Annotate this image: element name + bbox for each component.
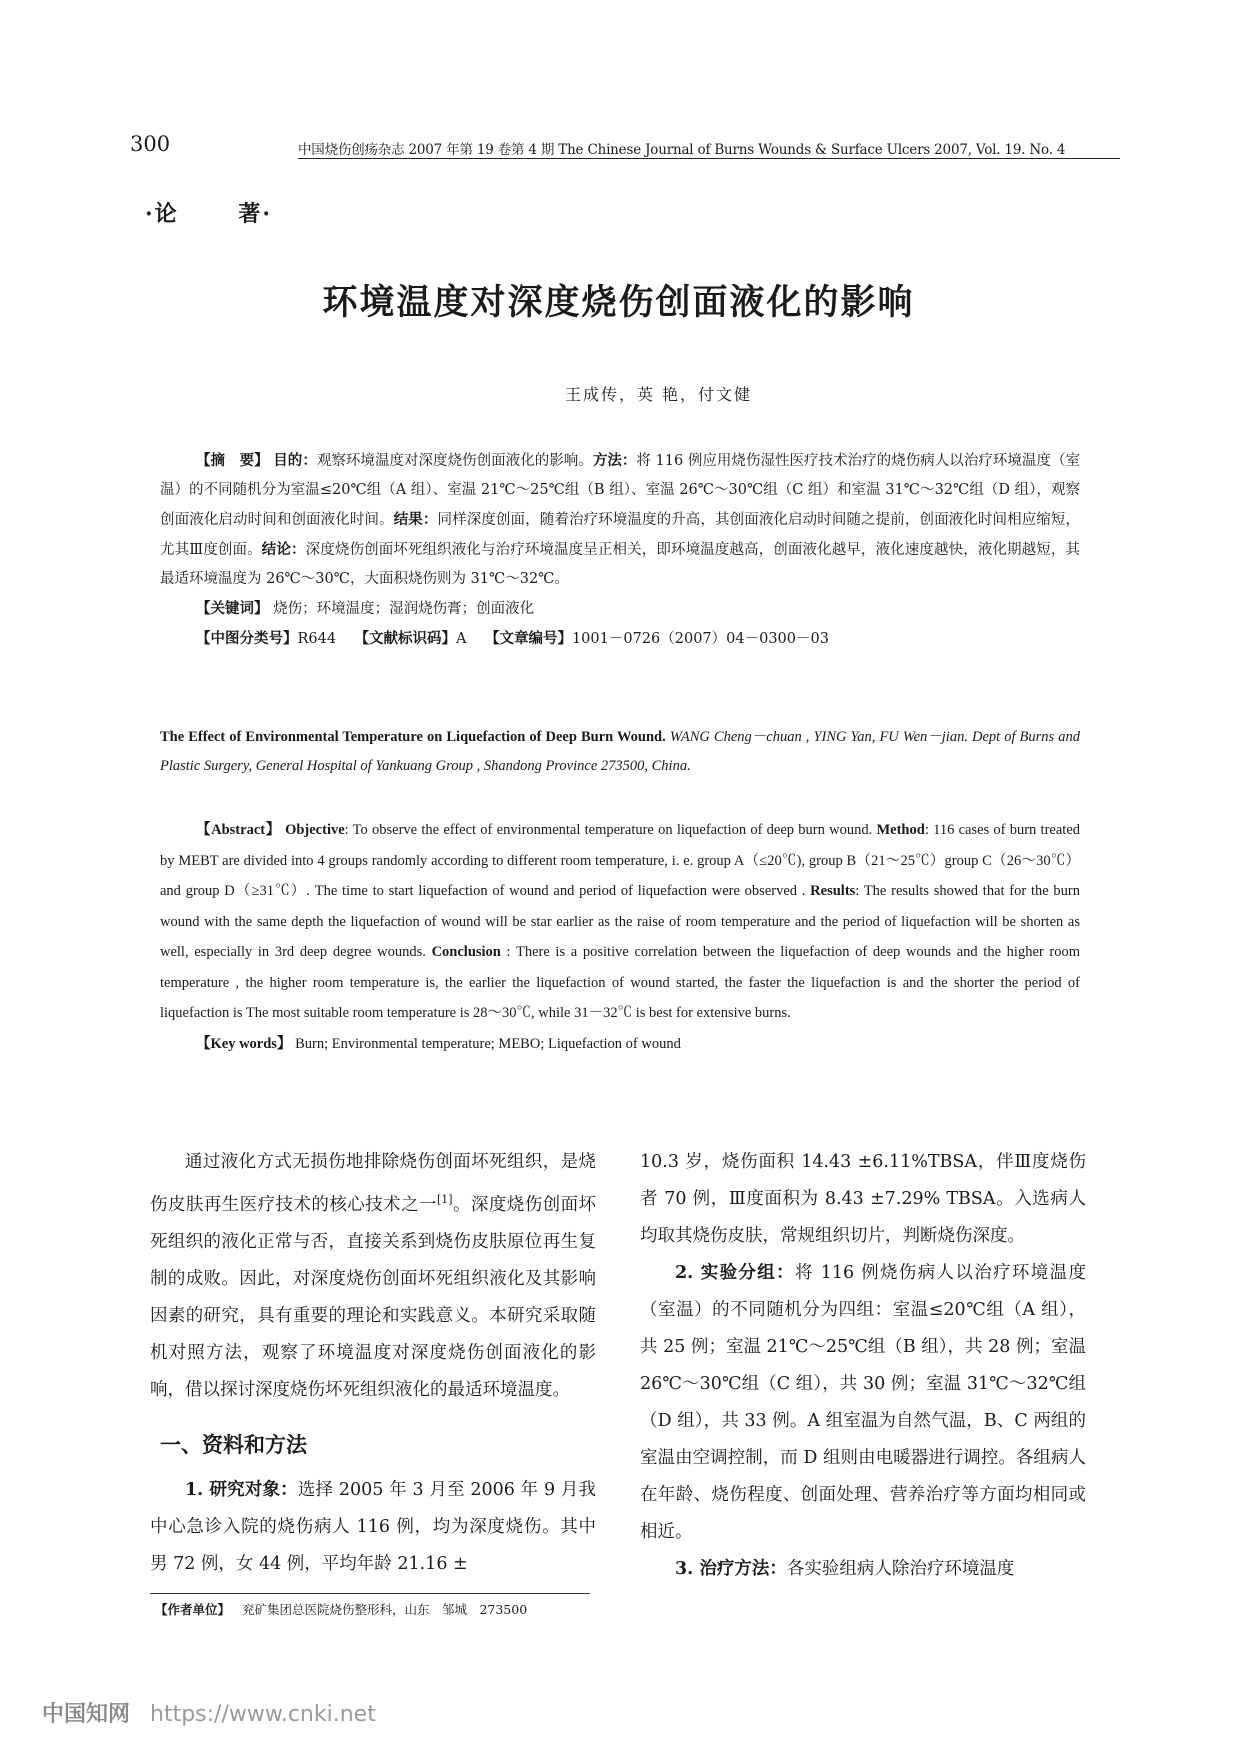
article-id-label: 【文章编号】 bbox=[484, 630, 572, 647]
running-header: 中国烧伤创疡杂志 2007 年第 19 卷第 4 期 The Chinese Journal of Burns Wounds & Surface Ulcers 2007, Vol. 19. No. 4 bbox=[298, 142, 1066, 158]
subjects-paragraph bbox=[150, 1472, 596, 1583]
conclusion-label: 结论： bbox=[261, 541, 306, 558]
doc-code-value: A bbox=[456, 631, 467, 647]
treatment-paragraph bbox=[640, 1551, 1086, 1588]
section-heading-materials-methods: 一、资料和方法 bbox=[160, 1432, 307, 1457]
english-title: The Effect of Environmental Temperature on Liquefaction of Deep Burn Wound. bbox=[160, 729, 666, 745]
treatment-label: 3. 治疗方法： bbox=[675, 1559, 787, 1579]
method-text: 将 116 例应用烧伤湿性医疗技术治疗的烧伤病人以治疗环境温度（室温）的不同随机分为室温≤20℃组（A 组）、室温 21℃～25℃组（B 组）、室温 26℃～30℃组（C 组）和室温 31℃～32℃组（D 组），观察创面液化启动时间和创面液化时间。 bbox=[160, 453, 1080, 528]
keywords-en bbox=[160, 1029, 1080, 1060]
en-results-label: Results bbox=[810, 883, 856, 899]
cnki-logo: 中国知网 bbox=[42, 1702, 131, 1727]
header-rule bbox=[298, 158, 1120, 159]
intro-paragraph bbox=[150, 1144, 596, 1409]
authors: 王成传，英 艳，付文健 bbox=[564, 385, 753, 404]
result-text: 同样深度创面，随着治疗环境温度的升高，其创面液化启动时间随之提前，创面液化时间相应缩短，尤其Ⅲ度创面。 bbox=[160, 512, 1081, 558]
keywords-zh-label: 【关键词】 bbox=[196, 600, 269, 617]
section-tag: ·论 著· bbox=[145, 201, 272, 227]
keywords-zh-text: 烧伤；环境温度；湿润烧伤膏；创面液化 bbox=[273, 601, 535, 617]
subjects-label: 1. 研究对象： bbox=[185, 1479, 298, 1500]
cnki-watermark bbox=[42, 1697, 376, 1728]
en-objective-label: Objective bbox=[285, 822, 345, 838]
conclusion-text: 深度烧伤创面坏死组织液化与治疗环境温度呈正相关，即环境温度越高，创面液化越早，液化速度越快，液化期越短，其最适环境温度为 26℃～30℃，大面积烧伤则为 31℃～32℃。 bbox=[160, 542, 1081, 587]
article-title: 环境温度对深度烧伤创面液化的影响 bbox=[322, 283, 915, 323]
abstract-en-label: 【Abstract】 bbox=[196, 822, 281, 838]
abstract-zh-label: 【摘 要】 bbox=[196, 452, 269, 469]
doc-code-label: 【文献标识码】 bbox=[354, 630, 457, 647]
english-title-block bbox=[160, 723, 1080, 781]
footnote-label: 【作者单位】 bbox=[155, 1602, 231, 1617]
english-authors-affiliation: WANG Cheng－chuan , YING Yan, FU Wen－jian. Dept of Burns and Plastic Surgery, General Hospital of Yankuang Group , Shandong Province 273500, China. bbox=[160, 729, 1080, 774]
cnki-url[interactable]: https://www.cnki.net bbox=[150, 1702, 376, 1727]
footnote-text: 兖矿集团总医院烧伤整形科，山东 邹城 273500 bbox=[241, 1602, 528, 1617]
abstract-zh-paragraph bbox=[160, 446, 1080, 594]
article-id-value: 1001－0726（2007）04－0300－03 bbox=[571, 631, 829, 647]
classification-value: R644 bbox=[297, 631, 337, 647]
footnote-rule bbox=[150, 1593, 590, 1594]
body-column-left bbox=[150, 1144, 596, 1583]
keywords-en-text: Burn; Environmental temperature; MEBO; Liquefaction of wound bbox=[295, 1035, 681, 1052]
classification-label: 【中图分类号】 bbox=[196, 630, 298, 647]
body-column-right bbox=[640, 1144, 1086, 1588]
objective-label: 目的： bbox=[273, 452, 317, 469]
abstract-en-paragraph bbox=[160, 815, 1080, 1029]
citation-ref[interactable]: [1] bbox=[436, 1193, 453, 1206]
page-number: 300 bbox=[130, 132, 171, 156]
classification-line bbox=[160, 624, 1080, 654]
keywords-zh bbox=[160, 594, 1080, 624]
grouping-paragraph bbox=[640, 1255, 1086, 1551]
result-label: 结果： bbox=[393, 511, 438, 528]
en-method-text: : 116 cases of burn treated by MEBT are divided into 4 groups randomly according to different room temperature, i. e. group A（≤20℃), group B（21～25℃）group C（26～30℃）and group D（≥31℃）. The time to start liquefaction of wound and period of liquefaction were observed . bbox=[160, 822, 1080, 899]
en-results-text: : The results showed that for the burn wound with the same depth the liquefaction of wound will be star earlier as the raise of room temperature and the period of liquefaction will be shorten as well, especially in 3rd deep degree wounds. bbox=[160, 883, 1081, 960]
intro-text: 通过液化方式无损伤地排除烧伤创面坏死组织，是烧伤皮肤再生医疗技术的核心技术之一 bbox=[150, 1152, 596, 1215]
abstract-en bbox=[160, 815, 1080, 1059]
intro-text-cont: 。深度烧伤创面坏死组织的液化正常与否，直接关系到烧伤皮肤原位再生复制的成败。因此，对深度烧伤创面坏死组织液化及其影响因素的研究，具有重要的理论和实践意义。本研究采取随机对照方法，观察了环境温度对深度烧伤创面液化的影响，借以探讨深度烧伤坏死组织液化的最适环境温度。 bbox=[150, 1194, 596, 1400]
grouping-text: 将 116 例烧伤病人以治疗环境温度（室温）的不同随机分为四组：室温≤20℃组（A 组），共 25 例；室温 21℃～25℃组（B 组），共 28 例；室温 26℃～30℃组（C 组），共 30 例；室温 31℃～32℃组（D 组），共 33 例。A 组室温为自然气温，B、C 两组的室温由空调控制，而 D 组则由电暖器进行调控。各组病人在年龄、烧伤程度、创面处理、营养治疗等方面均相同或相近。 bbox=[640, 1263, 1086, 1542]
en-conclusion-text: : There is a positive correlation between the liquefaction of deep wounds and the higher room temperature , the higher room temperature is, the earlier the liquefaction of wound started, the faster the liquefaction is and the shorter the period of liquefaction is The most suitable room temperature is 28～30℃, while 31－32℃ is best for extensive burns. bbox=[160, 944, 1080, 1021]
treatment-text: 各实验组病人除治疗环境温度 bbox=[786, 1559, 1015, 1579]
en-objective-text: : To observe the effect of environmental temperature on liquefaction of deep burn wound. bbox=[344, 822, 873, 838]
en-conclusion-label: Conclusion bbox=[431, 944, 501, 960]
author-affiliation-footnote bbox=[155, 1600, 527, 1618]
keywords-en-label: 【Key words】 bbox=[196, 1035, 292, 1052]
en-method-label: Method bbox=[876, 822, 925, 838]
subjects-paragraph-cont: 10.3 岁，烧伤面积 14.43 ±6.11%TBSA，伴Ⅲ度烧伤者 70 例，Ⅲ度面积为 8.43 ±7.29% TBSA。入选病人均取其烧伤皮肤，常规组织切片，判断烧伤深度。 bbox=[640, 1152, 1086, 1246]
objective-text: 观察环境温度对深度烧伤创面液化的影响。 bbox=[316, 453, 593, 469]
abstract-zh bbox=[160, 446, 1080, 654]
grouping-label: 2. 实验分组： bbox=[675, 1263, 795, 1283]
subjects-text: 选择 2005 年 3 月至 2006 年 9 月我中心急诊入院的烧伤病人 116 例，均为深度烧伤。其中男 72 例，女 44 例，平均年龄 21.16 ± bbox=[150, 1479, 596, 1574]
method-label: 方法： bbox=[592, 452, 637, 469]
